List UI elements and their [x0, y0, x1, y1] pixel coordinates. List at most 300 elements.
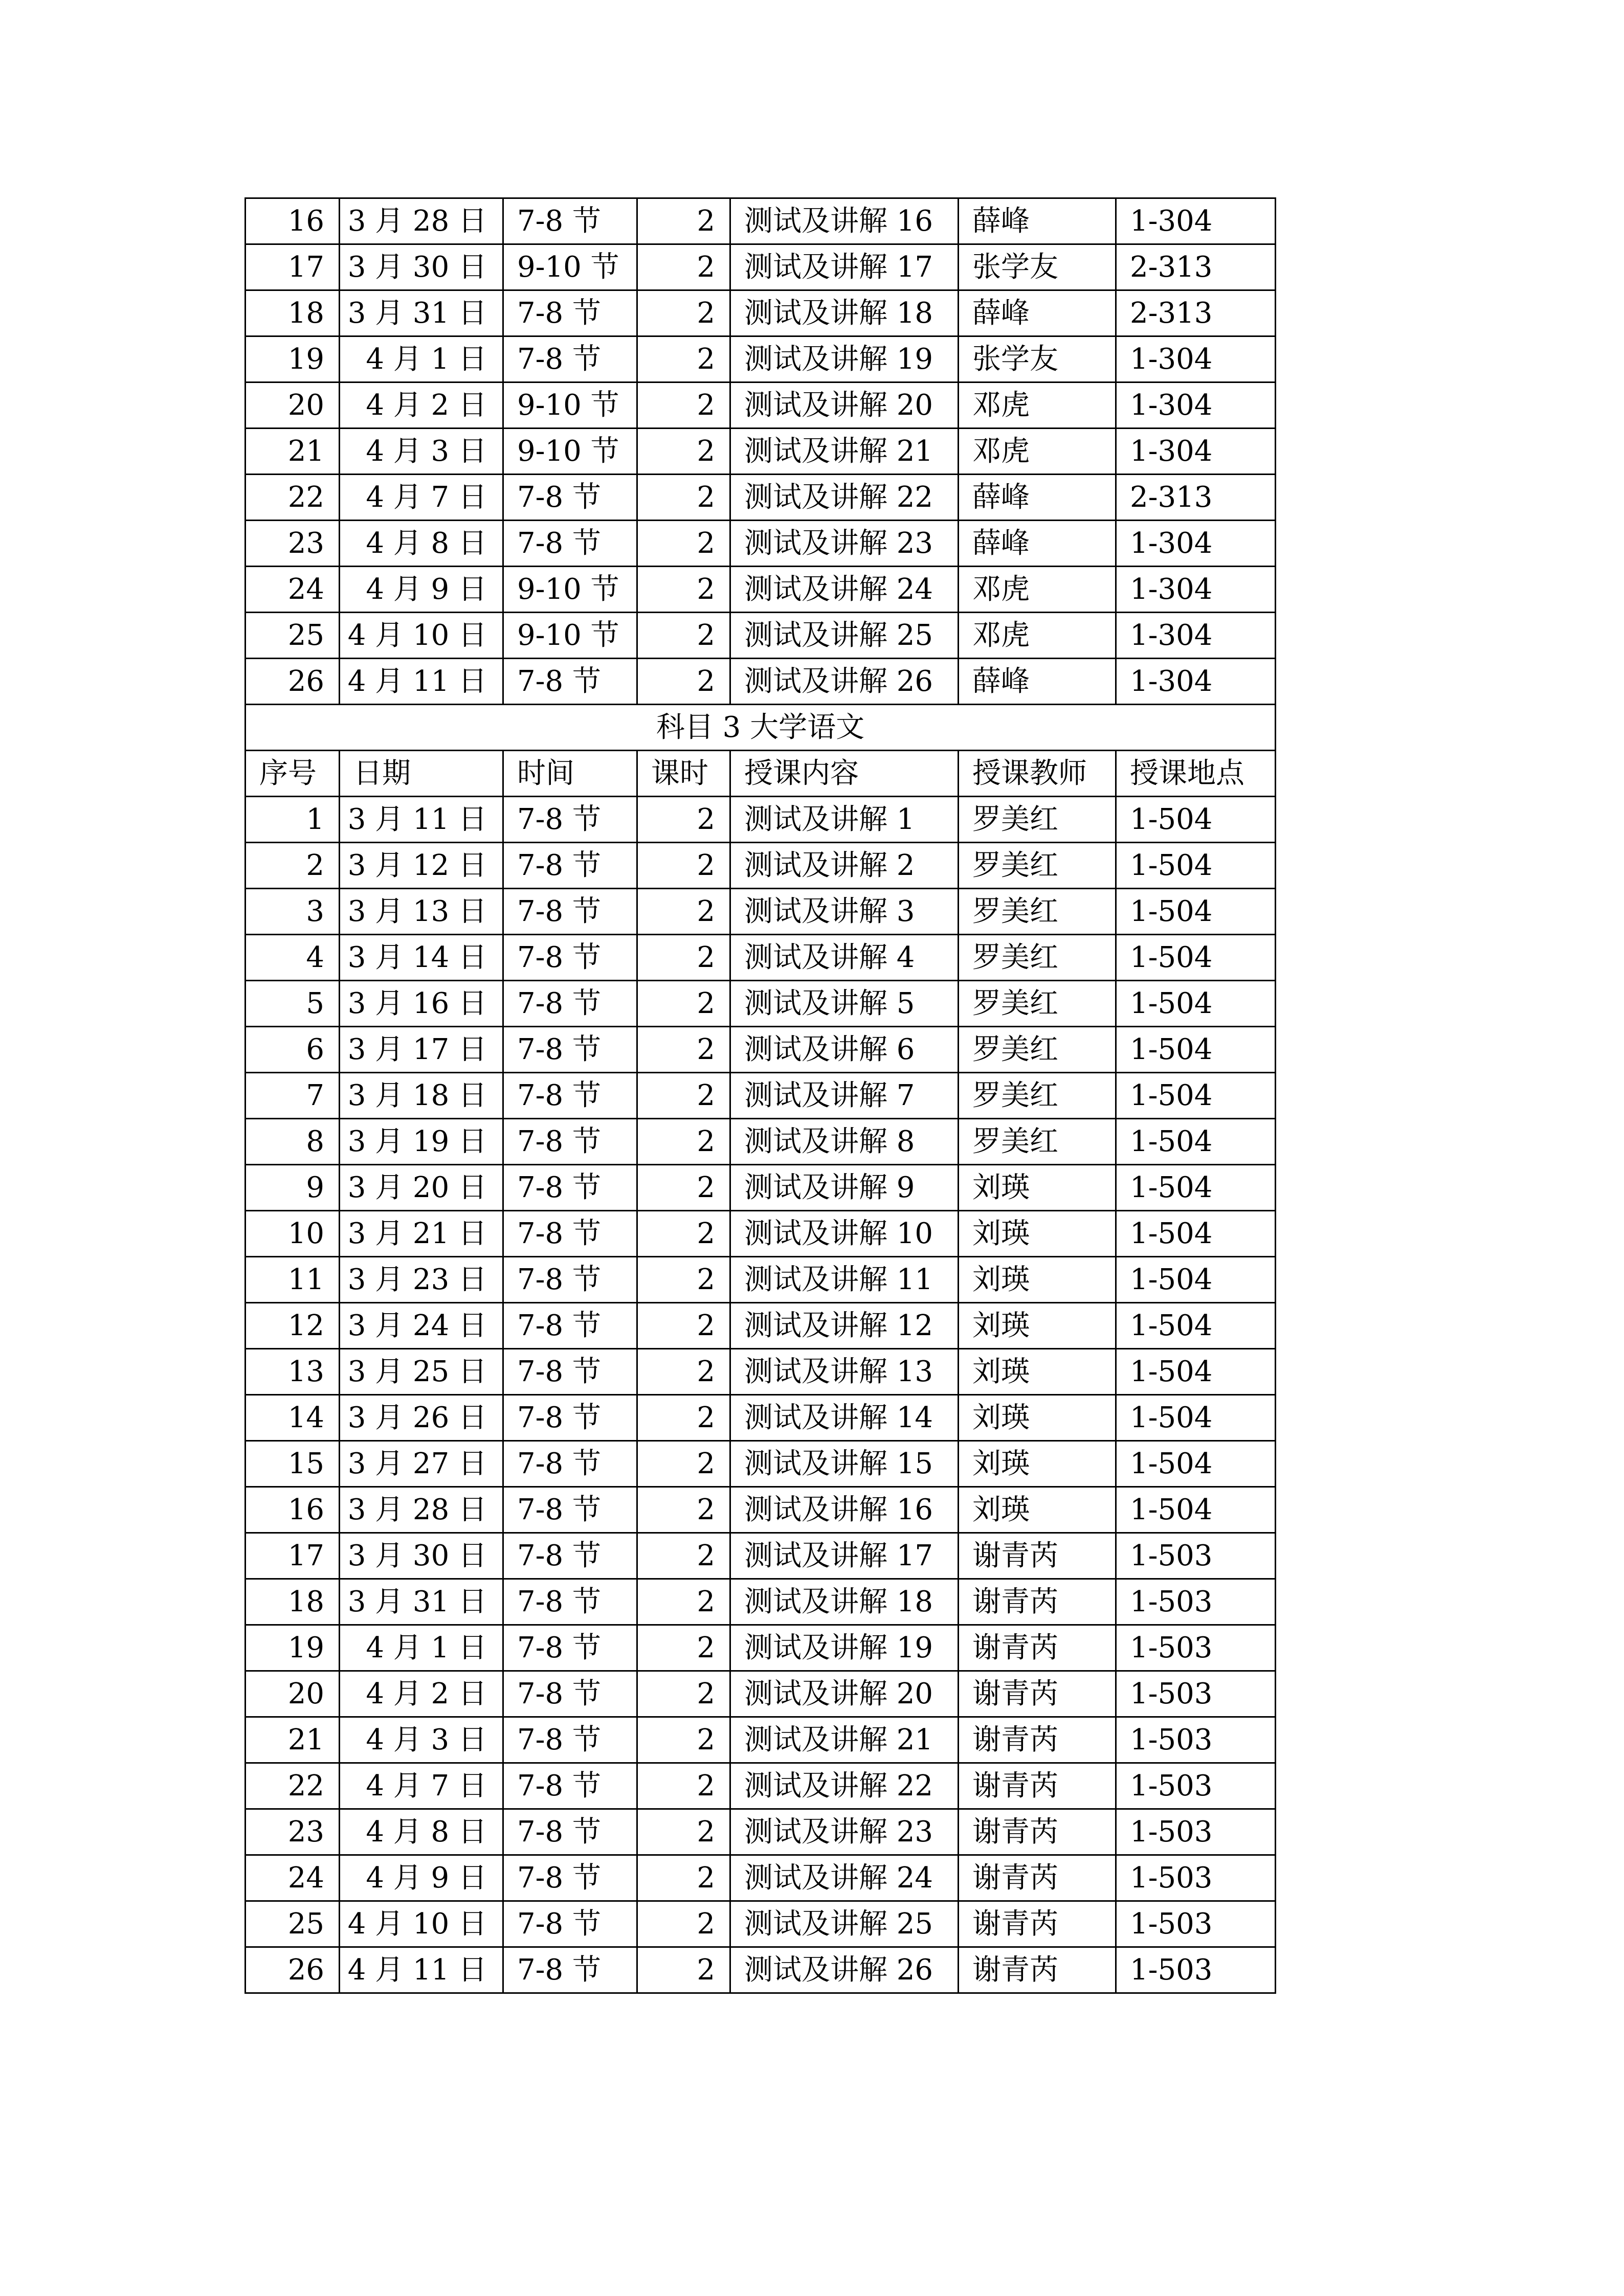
cell-hours: 2 [637, 382, 730, 429]
cell-seq: 8 [246, 1119, 340, 1165]
cell-hours: 2 [637, 1211, 730, 1257]
cell-date: 4 月 2 日 [340, 1671, 503, 1717]
cell-content: 测试及讲解 26 [730, 1947, 959, 1993]
cell-content: 测试及讲解 1 [730, 797, 959, 843]
cell-time: 9-10 节 [503, 567, 637, 613]
cell-hours: 2 [637, 889, 730, 935]
cell-content: 测试及讲解 20 [730, 382, 959, 429]
cell-time: 7-8 节 [503, 1119, 637, 1165]
cell-content: 测试及讲解 23 [730, 521, 959, 567]
cell-seq: 18 [246, 1579, 340, 1625]
cell-content: 测试及讲解 21 [730, 1717, 959, 1763]
cell-content: 测试及讲解 17 [730, 1533, 959, 1579]
cell-seq: 3 [246, 889, 340, 935]
cell-seq: 7 [246, 1073, 340, 1119]
cell-teacher: 邓虎 [959, 429, 1116, 475]
table-row [246, 1027, 1276, 1073]
cell-content: 测试及讲解 24 [730, 567, 959, 613]
cell-location: 1-304 [1116, 382, 1276, 429]
cell-content: 测试及讲解 8 [730, 1119, 959, 1165]
cell-hours: 2 [637, 1855, 730, 1901]
cell-hours: 2 [637, 521, 730, 567]
table-row [246, 244, 1276, 290]
cell-seq: 26 [246, 659, 340, 705]
cell-location: 1-504 [1116, 1027, 1276, 1073]
cell-hours: 2 [637, 244, 730, 290]
cell-teacher: 薛峰 [959, 198, 1116, 244]
cell-teacher: 谢青芮 [959, 1763, 1116, 1809]
cell-content: 测试及讲解 21 [730, 429, 959, 475]
cell-content: 测试及讲解 4 [730, 935, 959, 981]
table-row [246, 198, 1276, 244]
cell-time: 7-8 节 [503, 1855, 637, 1901]
cell-teacher: 谢青芮 [959, 1533, 1116, 1579]
cell-content: 测试及讲解 20 [730, 1671, 959, 1717]
cell-location: 2-313 [1116, 244, 1276, 290]
cell-teacher: 薛峰 [959, 290, 1116, 336]
cell-teacher: 谢青芮 [959, 1671, 1116, 1717]
cell-location: 1-504 [1116, 889, 1276, 935]
cell-content: 测试及讲解 16 [730, 1487, 959, 1533]
cell-hours: 2 [637, 797, 730, 843]
cell-seq: 19 [246, 1625, 340, 1671]
cell-seq: 9 [246, 1165, 340, 1211]
cell-teacher: 谢青芮 [959, 1809, 1116, 1855]
cell-seq: 11 [246, 1257, 340, 1303]
section-title: 科目 3 大学语文 [246, 705, 1276, 751]
cell-seq: 24 [246, 567, 340, 613]
cell-teacher: 刘瑛 [959, 1257, 1116, 1303]
table-row [246, 797, 1276, 843]
cell-date: 3 月 25 日 [340, 1349, 503, 1395]
cell-seq: 4 [246, 935, 340, 981]
table-row [246, 1717, 1276, 1763]
cell-seq: 16 [246, 1487, 340, 1533]
cell-date: 4 月 11 日 [340, 659, 503, 705]
cell-teacher: 罗美红 [959, 981, 1116, 1027]
cell-time: 9-10 节 [503, 382, 637, 429]
cell-location: 1-504 [1116, 981, 1276, 1027]
cell-teacher: 薛峰 [959, 521, 1116, 567]
cell-seq: 18 [246, 290, 340, 336]
cell-seq: 1 [246, 797, 340, 843]
cell-hours: 2 [637, 1947, 730, 1993]
cell-location: 1-304 [1116, 659, 1276, 705]
cell-time: 7-8 节 [503, 336, 637, 382]
cell-location: 1-504 [1116, 1165, 1276, 1211]
table-row [246, 290, 1276, 336]
cell-teacher: 谢青芮 [959, 1947, 1116, 1993]
cell-location: 1-504 [1116, 1073, 1276, 1119]
cell-date: 4 月 8 日 [340, 1809, 503, 1855]
cell-teacher: 刘瑛 [959, 1211, 1116, 1257]
cell-hours: 2 [637, 1441, 730, 1487]
cell-location: 1-304 [1116, 521, 1276, 567]
cell-date: 3 月 13 日 [340, 889, 503, 935]
cell-date: 3 月 31 日 [340, 290, 503, 336]
cell-seq: 14 [246, 1395, 340, 1441]
cell-teacher: 罗美红 [959, 843, 1116, 889]
cell-seq: 13 [246, 1349, 340, 1395]
column-header-hours: 课时 [637, 751, 730, 797]
column-header-date: 日期 [340, 751, 503, 797]
cell-date: 3 月 20 日 [340, 1165, 503, 1211]
column-header-teacher: 授课教师 [959, 751, 1116, 797]
table-row [246, 1579, 1276, 1625]
cell-time: 7-8 节 [503, 521, 637, 567]
cell-location: 1-503 [1116, 1533, 1276, 1579]
column-header-location: 授课地点 [1116, 751, 1276, 797]
table-row [246, 1395, 1276, 1441]
cell-date: 4 月 7 日 [340, 475, 503, 521]
cell-time: 7-8 节 [503, 1579, 637, 1625]
cell-location: 1-504 [1116, 1211, 1276, 1257]
cell-teacher: 刘瑛 [959, 1165, 1116, 1211]
cell-content: 测试及讲解 6 [730, 1027, 959, 1073]
cell-hours: 2 [637, 567, 730, 613]
cell-content: 测试及讲解 19 [730, 336, 959, 382]
cell-date: 4 月 2 日 [340, 382, 503, 429]
column-header-seq: 序号 [246, 751, 340, 797]
cell-time: 7-8 节 [503, 889, 637, 935]
cell-hours: 2 [637, 1257, 730, 1303]
cell-seq: 21 [246, 429, 340, 475]
cell-date: 4 月 3 日 [340, 429, 503, 475]
course-schedule-table [244, 197, 1276, 1994]
cell-time: 7-8 节 [503, 659, 637, 705]
table-row [246, 1901, 1276, 1947]
cell-seq: 20 [246, 382, 340, 429]
cell-time: 7-8 节 [503, 1487, 637, 1533]
cell-hours: 2 [637, 843, 730, 889]
cell-date: 3 月 17 日 [340, 1027, 503, 1073]
cell-teacher: 罗美红 [959, 1119, 1116, 1165]
cell-seq: 24 [246, 1855, 340, 1901]
cell-time: 7-8 节 [503, 290, 637, 336]
cell-location: 1-504 [1116, 1395, 1276, 1441]
cell-time: 7-8 节 [503, 198, 637, 244]
table-row [246, 1855, 1276, 1901]
cell-date: 3 月 28 日 [340, 198, 503, 244]
table-row [246, 1487, 1276, 1533]
cell-hours: 2 [637, 1165, 730, 1211]
section-title-row [246, 705, 1276, 751]
cell-content: 测试及讲解 18 [730, 290, 959, 336]
cell-seq: 5 [246, 981, 340, 1027]
cell-date: 4 月 8 日 [340, 521, 503, 567]
cell-seq: 25 [246, 1901, 340, 1947]
cell-location: 1-504 [1116, 1257, 1276, 1303]
cell-seq: 6 [246, 1027, 340, 1073]
cell-content: 测试及讲解 14 [730, 1395, 959, 1441]
schedule-body [246, 198, 1276, 1993]
table-row [246, 1211, 1276, 1257]
table-row [246, 935, 1276, 981]
cell-seq: 20 [246, 1671, 340, 1717]
cell-seq: 16 [246, 198, 340, 244]
table-row [246, 843, 1276, 889]
cell-location: 1-503 [1116, 1625, 1276, 1671]
cell-teacher: 谢青芮 [959, 1579, 1116, 1625]
cell-teacher: 张学友 [959, 336, 1116, 382]
cell-teacher: 谢青芮 [959, 1717, 1116, 1763]
cell-seq: 10 [246, 1211, 340, 1257]
cell-date: 3 月 14 日 [340, 935, 503, 981]
cell-seq: 2 [246, 843, 340, 889]
cell-location: 2-313 [1116, 475, 1276, 521]
table-row [246, 1257, 1276, 1303]
cell-content: 测试及讲解 22 [730, 1763, 959, 1809]
cell-teacher: 刘瑛 [959, 1349, 1116, 1395]
cell-time: 7-8 节 [503, 797, 637, 843]
cell-date: 3 月 23 日 [340, 1257, 503, 1303]
cell-content: 测试及讲解 26 [730, 659, 959, 705]
cell-location: 1-503 [1116, 1901, 1276, 1947]
cell-content: 测试及讲解 17 [730, 244, 959, 290]
cell-teacher: 薛峰 [959, 659, 1116, 705]
cell-hours: 2 [637, 336, 730, 382]
table-row [246, 981, 1276, 1027]
cell-content: 测试及讲解 3 [730, 889, 959, 935]
cell-time: 9-10 节 [503, 244, 637, 290]
cell-time: 7-8 节 [503, 981, 637, 1027]
column-header-time: 时间 [503, 751, 637, 797]
cell-seq: 19 [246, 336, 340, 382]
table-row [246, 613, 1276, 659]
cell-date: 4 月 11 日 [340, 1947, 503, 1993]
cell-hours: 2 [637, 1119, 730, 1165]
cell-content: 测试及讲解 11 [730, 1257, 959, 1303]
cell-hours: 2 [637, 1027, 730, 1073]
cell-date: 3 月 30 日 [340, 1533, 503, 1579]
header-row [246, 751, 1276, 797]
cell-content: 测试及讲解 23 [730, 1809, 959, 1855]
cell-seq: 17 [246, 1533, 340, 1579]
cell-time: 7-8 节 [503, 1901, 637, 1947]
table-row [246, 1119, 1276, 1165]
table-row [246, 1763, 1276, 1809]
cell-time: 7-8 节 [503, 1257, 637, 1303]
cell-location: 1-503 [1116, 1671, 1276, 1717]
cell-date: 3 月 11 日 [340, 797, 503, 843]
cell-location: 1-304 [1116, 613, 1276, 659]
column-header-content: 授课内容 [730, 751, 959, 797]
cell-hours: 2 [637, 613, 730, 659]
cell-hours: 2 [637, 1533, 730, 1579]
cell-time: 9-10 节 [503, 429, 637, 475]
cell-hours: 2 [637, 1349, 730, 1395]
cell-date: 3 月 21 日 [340, 1211, 503, 1257]
cell-content: 测试及讲解 12 [730, 1303, 959, 1349]
cell-location: 1-503 [1116, 1579, 1276, 1625]
cell-seq: 12 [246, 1303, 340, 1349]
cell-content: 测试及讲解 7 [730, 1073, 959, 1119]
cell-teacher: 刘瑛 [959, 1487, 1116, 1533]
table-row [246, 475, 1276, 521]
table-row [246, 567, 1276, 613]
cell-location: 1-504 [1116, 1441, 1276, 1487]
table-row [246, 1809, 1276, 1855]
cell-seq: 21 [246, 1717, 340, 1763]
cell-time: 7-8 节 [503, 1349, 637, 1395]
table-row [246, 1533, 1276, 1579]
cell-hours: 2 [637, 1073, 730, 1119]
cell-date: 4 月 10 日 [340, 613, 503, 659]
cell-seq: 25 [246, 613, 340, 659]
cell-time: 7-8 节 [503, 935, 637, 981]
cell-teacher: 罗美红 [959, 935, 1116, 981]
cell-teacher: 薛峰 [959, 475, 1116, 521]
cell-teacher: 刘瑛 [959, 1303, 1116, 1349]
cell-teacher: 罗美红 [959, 889, 1116, 935]
cell-seq: 22 [246, 475, 340, 521]
cell-time: 7-8 节 [503, 1947, 637, 1993]
cell-teacher: 刘瑛 [959, 1395, 1116, 1441]
cell-content: 测试及讲解 25 [730, 613, 959, 659]
cell-teacher: 邓虎 [959, 382, 1116, 429]
cell-date: 3 月 26 日 [340, 1395, 503, 1441]
cell-date: 3 月 19 日 [340, 1119, 503, 1165]
cell-time: 7-8 节 [503, 843, 637, 889]
table-row [246, 1165, 1276, 1211]
cell-time: 7-8 节 [503, 1027, 637, 1073]
cell-time: 7-8 节 [503, 1763, 637, 1809]
cell-location: 1-503 [1116, 1855, 1276, 1901]
cell-date: 3 月 31 日 [340, 1579, 503, 1625]
cell-hours: 2 [637, 659, 730, 705]
cell-content: 测试及讲解 24 [730, 1855, 959, 1901]
cell-time: 7-8 节 [503, 1441, 637, 1487]
cell-time: 7-8 节 [503, 1533, 637, 1579]
cell-content: 测试及讲解 5 [730, 981, 959, 1027]
cell-hours: 2 [637, 981, 730, 1027]
cell-location: 1-503 [1116, 1809, 1276, 1855]
cell-time: 7-8 节 [503, 1073, 637, 1119]
cell-location: 2-313 [1116, 290, 1276, 336]
cell-location: 1-503 [1116, 1947, 1276, 1993]
cell-date: 4 月 1 日 [340, 1625, 503, 1671]
cell-location: 1-503 [1116, 1717, 1276, 1763]
cell-content: 测试及讲解 10 [730, 1211, 959, 1257]
cell-teacher: 邓虎 [959, 613, 1116, 659]
cell-seq: 15 [246, 1441, 340, 1487]
table-row [246, 429, 1276, 475]
cell-location: 1-304 [1116, 429, 1276, 475]
cell-teacher: 罗美红 [959, 797, 1116, 843]
cell-date: 3 月 16 日 [340, 981, 503, 1027]
cell-hours: 2 [637, 1809, 730, 1855]
table-row [246, 889, 1276, 935]
cell-teacher: 谢青芮 [959, 1901, 1116, 1947]
table-row [246, 1441, 1276, 1487]
cell-content: 测试及讲解 15 [730, 1441, 959, 1487]
cell-time: 9-10 节 [503, 613, 637, 659]
cell-time: 7-8 节 [503, 1395, 637, 1441]
cell-time: 7-8 节 [503, 1809, 637, 1855]
cell-date: 3 月 30 日 [340, 244, 503, 290]
cell-location: 1-504 [1116, 935, 1276, 981]
cell-hours: 2 [637, 475, 730, 521]
cell-date: 4 月 7 日 [340, 1763, 503, 1809]
cell-seq: 17 [246, 244, 340, 290]
cell-hours: 2 [637, 198, 730, 244]
table-row [246, 659, 1276, 705]
cell-location: 1-503 [1116, 1763, 1276, 1809]
cell-date: 4 月 10 日 [340, 1901, 503, 1947]
cell-content: 测试及讲解 9 [730, 1165, 959, 1211]
cell-hours: 2 [637, 1671, 730, 1717]
cell-date: 3 月 24 日 [340, 1303, 503, 1349]
table-row [246, 1625, 1276, 1671]
cell-date: 4 月 9 日 [340, 567, 503, 613]
cell-content: 测试及讲解 22 [730, 475, 959, 521]
cell-location: 1-504 [1116, 1119, 1276, 1165]
cell-date: 3 月 27 日 [340, 1441, 503, 1487]
cell-hours: 2 [637, 290, 730, 336]
cell-seq: 23 [246, 1809, 340, 1855]
cell-hours: 2 [637, 1717, 730, 1763]
cell-content: 测试及讲解 13 [730, 1349, 959, 1395]
cell-teacher: 谢青芮 [959, 1855, 1116, 1901]
cell-hours: 2 [637, 1763, 730, 1809]
cell-location: 1-304 [1116, 567, 1276, 613]
cell-location: 1-504 [1116, 1303, 1276, 1349]
table-row [246, 1303, 1276, 1349]
table-row [246, 1349, 1276, 1395]
cell-time: 7-8 节 [503, 1211, 637, 1257]
cell-time: 7-8 节 [503, 1303, 637, 1349]
cell-teacher: 罗美红 [959, 1073, 1116, 1119]
cell-teacher: 罗美红 [959, 1027, 1116, 1073]
cell-date: 3 月 18 日 [340, 1073, 503, 1119]
cell-teacher: 刘瑛 [959, 1441, 1116, 1487]
cell-content: 测试及讲解 2 [730, 843, 959, 889]
table-row [246, 382, 1276, 429]
cell-seq: 22 [246, 1763, 340, 1809]
cell-hours: 2 [637, 1625, 730, 1671]
cell-time: 7-8 节 [503, 1625, 637, 1671]
cell-location: 1-504 [1116, 843, 1276, 889]
cell-date: 4 月 9 日 [340, 1855, 503, 1901]
cell-hours: 2 [637, 429, 730, 475]
table-row [246, 1671, 1276, 1717]
table-row [246, 521, 1276, 567]
cell-location: 1-304 [1116, 198, 1276, 244]
cell-teacher: 邓虎 [959, 567, 1116, 613]
cell-teacher: 张学友 [959, 244, 1116, 290]
cell-hours: 2 [637, 1487, 730, 1533]
cell-hours: 2 [637, 1395, 730, 1441]
cell-hours: 2 [637, 1303, 730, 1349]
cell-seq: 23 [246, 521, 340, 567]
cell-content: 测试及讲解 16 [730, 198, 959, 244]
cell-location: 1-504 [1116, 1349, 1276, 1395]
cell-content: 测试及讲解 25 [730, 1901, 959, 1947]
table-row [246, 336, 1276, 382]
cell-teacher: 谢青芮 [959, 1625, 1116, 1671]
cell-hours: 2 [637, 1579, 730, 1625]
cell-content: 测试及讲解 19 [730, 1625, 959, 1671]
table-row [246, 1947, 1276, 1993]
cell-date: 3 月 12 日 [340, 843, 503, 889]
cell-date: 4 月 1 日 [340, 336, 503, 382]
table-row [246, 1073, 1276, 1119]
cell-seq: 26 [246, 1947, 340, 1993]
cell-hours: 2 [637, 1901, 730, 1947]
cell-date: 3 月 28 日 [340, 1487, 503, 1533]
cell-content: 测试及讲解 18 [730, 1579, 959, 1625]
cell-time: 7-8 节 [503, 1671, 637, 1717]
